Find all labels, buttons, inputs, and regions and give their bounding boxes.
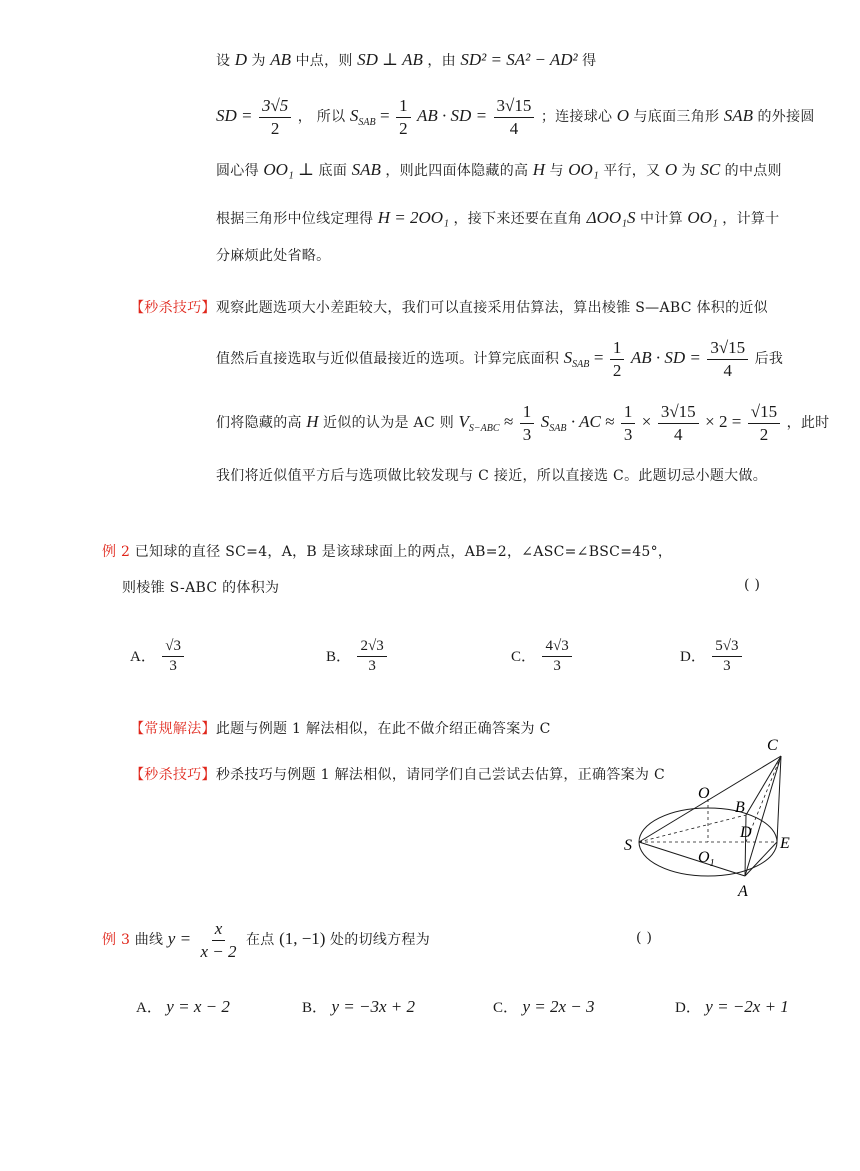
text: 曲线 — [134, 932, 164, 949]
math-O: O — [664, 160, 678, 179]
numerator: 3√15 — [494, 96, 535, 118]
math-s: $S_{SAB}$ — [540, 412, 567, 435]
denominator: 2 — [270, 118, 280, 138]
example-2-stem-2: 则棱锥 S-ABC 的体积为 — [122, 580, 280, 596]
text: 得 — [582, 53, 597, 69]
text: 平行，又 — [603, 163, 661, 179]
math-H: H — [306, 412, 319, 432]
math-times: × — [641, 412, 652, 432]
trick-line-1 — [130, 297, 768, 317]
text: 秒杀技巧与例题 1 解法相似，请同学们自己尝试去估算，正确答案为 C — [215, 767, 665, 783]
text: 中点，则 — [295, 53, 353, 69]
text: 设 — [216, 53, 231, 69]
label-S: S — [624, 837, 632, 854]
text: 圆心得 — [216, 163, 259, 179]
edge-cb — [746, 756, 781, 815]
text: 在点 — [246, 932, 275, 949]
text: ， 所以 — [297, 109, 346, 126]
option-b[interactable] — [326, 638, 389, 676]
answer-paren: ( ) — [744, 577, 761, 593]
text: ，由 — [427, 53, 456, 69]
example-label: 例 2 — [102, 544, 131, 560]
solution-line-5: 分麻烦此处省略。 — [216, 248, 331, 264]
option-c[interactable] — [511, 638, 574, 676]
math-SAB: SAB — [351, 160, 381, 179]
text: ；连接球心 — [540, 109, 613, 126]
math-OO1: OO₁ — [568, 160, 599, 179]
numerator: 1 — [396, 96, 411, 118]
math-perp: SD ⊥ AB — [357, 50, 423, 69]
text: 与 — [549, 163, 564, 179]
trick-line-3 — [216, 402, 829, 444]
label-O1: $O_1$ — [698, 849, 715, 869]
numerator: 3√15 — [707, 338, 748, 360]
math-absd: AB · SD = — [630, 348, 701, 368]
solution-line-1 — [216, 50, 596, 70]
example-label: 例 3 — [102, 932, 131, 949]
fraction — [259, 96, 291, 138]
text: 为 — [681, 163, 696, 179]
option-letter: B． — [302, 1000, 328, 1016]
numerator: 3√5 — [259, 96, 291, 118]
label-D: D — [740, 824, 752, 841]
text: ，计算十 — [722, 211, 780, 227]
normal-solution — [130, 718, 551, 738]
fraction: $\frac{√3}{3}$ — [162, 638, 184, 676]
trick-solution — [130, 764, 665, 784]
question-text: 已知球的直径 SC=4，A，B 是该球球面上的两点，AB=2，∠ASC=∠BSC=45°， — [134, 544, 673, 560]
label-C: C — [767, 737, 778, 754]
math-D: D — [234, 50, 248, 69]
option-letter: A． — [130, 648, 156, 665]
denominator: 4 — [723, 360, 732, 380]
solution-line-3 — [216, 160, 782, 180]
text: 此题与例题 1 解法相似，在此不做介绍正确答案为 C — [215, 721, 551, 737]
math-y: y = — [167, 929, 192, 949]
text: ，则此四面体隐藏的高 — [385, 163, 529, 179]
math-ac: · AC ≈ — [570, 412, 615, 432]
math-s: $S_{SAB}$ — [349, 106, 376, 129]
fraction: $\frac{5√3}{3}$ — [712, 638, 741, 676]
text: 中计算 — [640, 211, 683, 227]
math-SAB: SAB — [723, 106, 754, 126]
text: 近似的认为是 AC 则 — [323, 415, 455, 432]
fraction: $\frac{3√15}{4}$ — [658, 402, 699, 444]
edge-sc — [639, 756, 781, 842]
math-eq: = — [593, 348, 604, 368]
math-H: H — [532, 160, 546, 179]
text: 处的切线方程为 — [329, 932, 431, 949]
text: 的中点则 — [724, 163, 782, 179]
math-absd: AB · SD = — [417, 106, 488, 126]
math-s: $S_{SAB}$ — [563, 348, 590, 371]
math-point: (1, −1) — [279, 929, 326, 949]
text: 后我 — [754, 351, 784, 368]
fraction: $\frac{x}{x - 2}$ — [200, 919, 237, 961]
math-eq: = — [380, 106, 390, 126]
fraction — [610, 338, 625, 380]
option-letter: B． — [326, 648, 352, 665]
text: 与底面三角形 — [633, 109, 720, 126]
math-V: $V_{S-ABC}$ — [458, 412, 500, 435]
option-letter: D． — [675, 1000, 701, 1016]
text: 值然后直接选取与近似值最接近的选项。计算完底面积 — [216, 351, 560, 368]
answer-paren: ( ) — [636, 930, 653, 946]
example-3-stem — [102, 919, 430, 961]
option-expr: y = −2x + 1 — [705, 997, 789, 1016]
text: 根据三角形中位线定理得 — [216, 211, 374, 227]
text: 底面 — [318, 163, 348, 179]
option-b[interactable] — [302, 996, 415, 1017]
trick-tag: 【秒杀技巧】 — [130, 767, 216, 783]
text: ，此时 — [786, 415, 830, 432]
math-O: O — [616, 106, 630, 126]
option-letter: D． — [680, 648, 706, 665]
text: ，接下来还要在直角 — [453, 211, 583, 227]
label-A: A — [738, 883, 748, 900]
sphere-pyramid-diagram — [615, 730, 800, 900]
dashed-sb — [639, 815, 746, 842]
fraction: $\frac{√15}{2}$ — [748, 402, 780, 444]
option-expr: y = 2x − 3 — [522, 997, 595, 1016]
math-x2: × 2 = — [705, 412, 742, 432]
text: 观察此题选项大小差距较大，我们可以直接采用估算法，算出棱锥 S—ABC 体积的近似 — [215, 300, 768, 316]
denominator: 2 — [399, 118, 408, 138]
label-O: O — [698, 785, 710, 802]
math-perp: OO₁ ⊥ — [263, 160, 315, 179]
denominator: 4 — [509, 118, 519, 138]
math-approx: ≈ — [503, 412, 514, 432]
option-d[interactable] — [680, 638, 744, 676]
option-expr: y = −3x + 2 — [331, 997, 415, 1016]
solution-line-2 — [216, 96, 815, 138]
option-letter: A． — [136, 1000, 162, 1016]
example-2-stem — [102, 541, 672, 561]
math-H-eq: H = 2OO₁ — [377, 208, 449, 227]
trick-line-2 — [216, 338, 783, 380]
math-sd: SD = — [216, 106, 253, 126]
option-a[interactable] — [136, 996, 230, 1017]
text: 的外接圆 — [757, 109, 815, 126]
trick-line-4: 我们将近似值平方后与选项做比较发现与 C 接近，所以直接选 C。此题切忌小题大做。 — [216, 468, 768, 484]
fraction: $\frac{1}{3}$ — [621, 402, 636, 444]
option-expr: y = x − 2 — [166, 997, 230, 1016]
text: 们将隐藏的高 — [216, 415, 302, 432]
solution-line-4 — [216, 208, 779, 228]
option-letter: C． — [493, 1000, 519, 1016]
fraction: $\frac{4√3}{3}$ — [542, 638, 571, 676]
fraction — [494, 96, 535, 138]
normal-tag: 【常规解法】 — [130, 721, 216, 737]
option-c[interactable] — [493, 996, 595, 1017]
label-E: E — [780, 835, 790, 852]
edge-sa — [639, 842, 745, 876]
option-letter: C． — [511, 648, 537, 665]
option-a[interactable] — [130, 638, 186, 676]
denominator: 2 — [612, 360, 622, 380]
fraction — [707, 338, 748, 380]
option-d[interactable] — [675, 996, 789, 1017]
text: 为 — [251, 53, 266, 69]
math-pythag: SD² = SA² − AD² — [460, 50, 578, 69]
trick-tag: 【秒杀技巧】 — [130, 300, 216, 316]
numerator: 1 — [610, 338, 625, 360]
fraction: $\frac{2√3}{3}$ — [357, 638, 386, 676]
math-SC: SC — [700, 160, 721, 179]
fraction: $\frac{1}{3}$ — [520, 402, 535, 444]
math-triangle: ΔOO₁S — [586, 208, 636, 227]
label-B: B — [735, 799, 745, 816]
math-OO1: OO₁ — [687, 208, 718, 227]
math-AB: AB — [270, 50, 292, 69]
fraction — [396, 96, 411, 138]
